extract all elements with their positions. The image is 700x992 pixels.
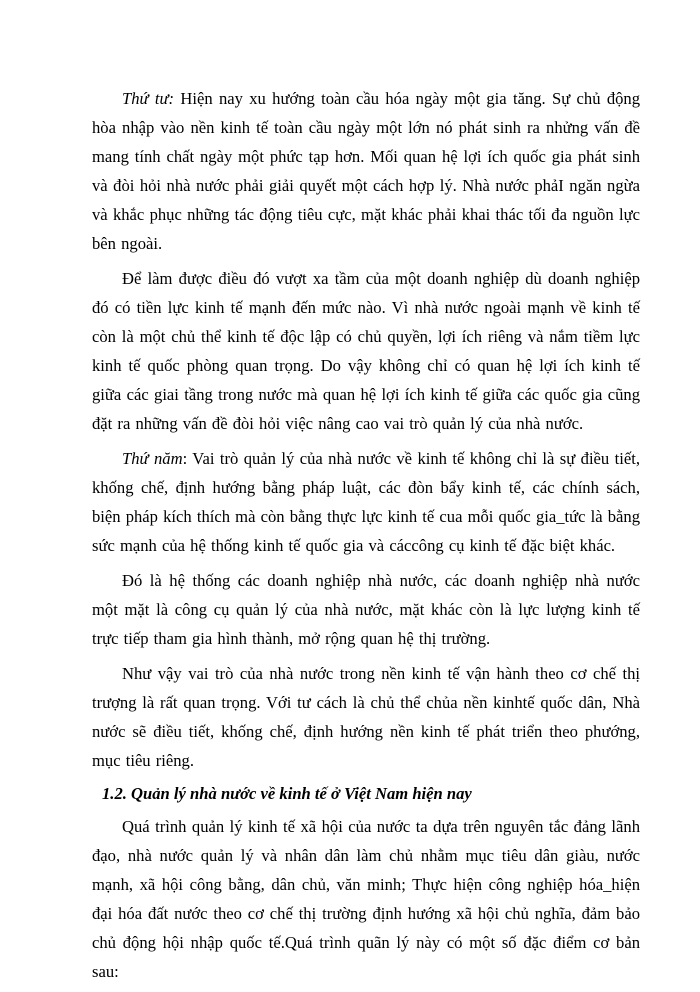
paragraph-text: Quá trình quản lý kinh tế xã hội của nước ta dựa trên nguyên tắc đảng lãnh đạo, nhà nước quản lý và nhân dân làm chủ nhằm mục tiêu dân giàu, nước mạnh, xã hội công bằng, dân chủ, văn minh; Thực hiện công nghiệp hóa_hiện đại hóa đất nước theo cơ chế thị trường định hướng xã hội chủ nghĩa, đảm bảo chủ động hội nhập quốc tế.Quá trình quãn lý này có một số đặc điểm cơ bản sau:	[92, 817, 640, 981]
paragraph-lead-thu-tu: Thứ tư:	[122, 89, 175, 108]
paragraph	[92, 566, 640, 653]
paragraph-text: Hiện nay xu hướng toàn cầu hóa ngày một gia tăng. Sự chủ động hòa nhập vào nền kinh tế toàn cầu ngày một lớn nó phát sinh ra nhửng vấn đề mang tính chất ngày một phức tạp hơn. Mối quan hệ lợi ích quốc gia phát sinh và đòi hỏi nhà nước phải giải quyết một cách hợp lý. Nhà nước phảI ngăn ngừa và khắc phục những tác động tiêu cực, mặt khác phải khai thác tối đa nguồn lực bên ngoài.	[92, 89, 641, 253]
paragraph	[92, 659, 640, 775]
paragraph-text: : Vai trò quản lý của nhà nước về kinh tế không chỉ là sự điều tiết, khống chế, định hướng bằng pháp luật, các đòn bẩy kinh tế, các chính sách, biện pháp kích thích mà còn bằng thực lực kinh tế cua mỗi quốc gia_tức là bằng sức mạnh của hệ thống kinh tế quốc gia và cáccông cụ kinh tế đặc biệt khác.	[92, 449, 641, 555]
paragraph-lead-thu-nam: Thứ năm	[122, 449, 183, 468]
paragraph-thu-nam	[92, 444, 640, 560]
paragraph-text: Đó là hệ thống các doanh nghiệp nhà nước, các doanh nghiệp nhà nước một mặt là công cụ quản lý của nhà nước, mặt khác còn là lực lượng kinh tế trực tiếp tham gia hình thành, mở rộng quan hệ thị trường.	[92, 571, 640, 648]
paragraph-thu-tu	[92, 84, 640, 258]
paragraph	[92, 264, 640, 438]
paragraph-text: Như vậy vai trò của nhà nước trong nền kinh tế vận hành theo cơ chế thị trượng là rất quan trọng. Với tư cách là chủ thể chủa nền kinhtế quốc dân, Nhà nước sẽ điều tiết, khống chế, định hướng nền kinh tế phát triển theo phướng, mục tiêu riêng.	[92, 664, 640, 770]
document-body	[92, 84, 640, 992]
section-heading: 1.2. Quản lý nhà nước về kinh tế ở Việt Nam hiện nay	[102, 784, 472, 803]
paragraph-text: Để làm được điều đó vượt xa tầm của một doanh nghiệp dù doanh nghiệp đó có tiền lực kinh tế mạnh đến mức nào. Vì nhà nước ngoài mạnh về kinh tế còn là một chủ thể kinh tế độc lập có chủ quyền, lợi ích riêng và nắm tiềm lực kinh tế quốc phòng quan trọng. Do vậy không chỉ có quan hệ lợi ích kinh tế giữa các giai tầng trong nước mà quan hệ lợi ích kinh tế giữa các quốc gia cũng đặt ra những vấn đề đòi hỏi việc nâng cao vai trò quản lý của nhà nước.	[92, 269, 640, 433]
